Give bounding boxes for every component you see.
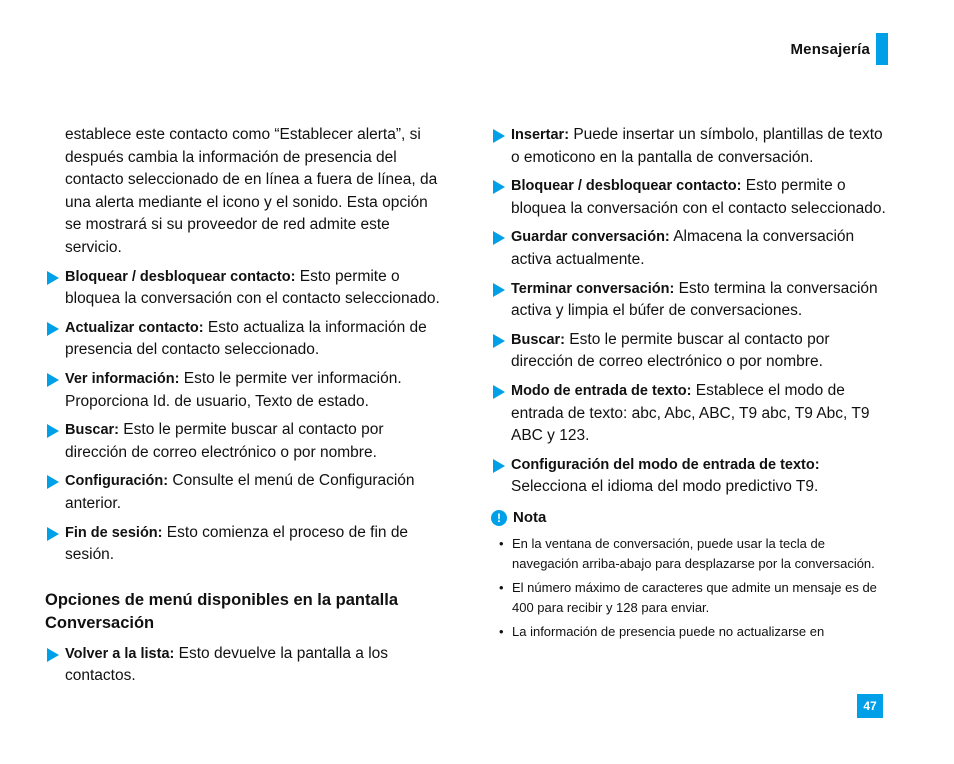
triangle-bullet-icon [493,385,505,399]
option-term: Guardar conversación: [511,229,670,246]
left-column [45,124,445,694]
option-text: Establece el modo de entrada de texto: abc, Abc, ABC, T9 abc, T9 Abc, T9 ABC y 123. [511,381,870,445]
option-text: Esto comienza el proceso de fin de sesión. [65,523,409,564]
option-text: Esto le permite buscar al contacto por dirección de correo electrónico o por nombre. [65,421,384,461]
page-number: 47 [857,694,883,718]
option-item [45,266,445,311]
note-item [491,578,891,619]
triangle-bullet-icon [47,271,59,285]
triangle-bullet-icon [47,527,59,541]
triangle-bullet-icon [493,459,505,473]
option-term: Volver a la lista: [65,645,175,662]
option-text: Consulte el menú de Configuración anterior. [65,472,415,512]
option-item [45,470,445,515]
option-term: Bloquear / desbloquear contacto: [65,268,296,285]
option-term: Ver información: [65,370,180,387]
option-text: Esto actualiza la información de presencia del contacto seleccionado. [65,318,427,359]
option-text: Puede insertar un símbolo, plantillas de texto o emoticono en la pantalla de conversación. [511,126,883,166]
right-column [491,124,891,645]
bullet-dot-icon: • [499,535,504,551]
note-item [491,534,891,575]
note-text: La información de presencia puede no actualizarse en [512,623,825,639]
option-term: Insertar: [511,127,570,143]
option-term: Buscar: [65,422,119,439]
option-term: Buscar: [511,331,565,348]
option-term: Actualizar contacto: [65,319,204,336]
option-item [491,278,891,323]
option-term: Modo de entrada de texto: [511,382,692,399]
option-text: Esto permite o bloquea la conversación con el contacto seleccionado. [511,177,886,217]
option-term: Configuración: [65,473,169,490]
option-item [491,380,891,448]
option-term: Fin de sesión: [65,524,163,541]
option-text: Esto devuelve la pantalla a los contactos. [65,644,389,685]
section-accent-bar [876,33,888,65]
triangle-bullet-icon [47,475,59,489]
triangle-bullet-icon [493,180,505,194]
note-text: El número máximo de caracteres que admite un mensaje es de 400 para recibir y 128 para enviar. [512,579,877,615]
option-text: Almacena la conversación activa actualmente. [511,228,855,268]
note-item [491,622,891,643]
option-item [491,329,891,374]
option-item [45,419,445,464]
triangle-bullet-icon [493,231,505,245]
section-title: Mensajería [790,40,870,58]
option-item [491,175,891,220]
intro-paragraph: establece este contacto como “Establecer alerta”, si después cambia la información de presencia del contacto seleccionado de en línea a fuera de línea, da una alerta mediante el icono y el sonido. Esta opción se mostrará si su proveedor de red admite este servicio. [65,126,438,256]
option-item [491,454,891,499]
bullet-dot-icon: • [499,623,504,639]
note-title: Nota [513,508,547,526]
triangle-bullet-icon [47,648,59,662]
note-header [491,507,891,530]
option-term: Terminar conversación: [511,280,675,297]
option-text: Selecciona el idioma del modo predictivo T9. [511,478,819,496]
option-item [45,643,445,688]
triangle-bullet-icon [493,283,505,297]
option-term: Bloquear / desbloquear contacto: [511,178,742,195]
option-item [491,124,891,169]
bullet-dot-icon: • [499,579,504,595]
triangle-bullet-icon [47,424,59,438]
triangle-bullet-icon [47,373,59,387]
option-term: Configuración del modo de entrada de texto: [511,456,820,473]
page-header [790,33,888,65]
subheading: Opciones de menú disponibles en la pantalla Conversación [45,590,398,632]
exclamation-icon: ! [491,510,507,526]
option-text: Esto permite o bloquea la conversación con el contacto seleccionado. [65,267,440,308]
triangle-bullet-icon [47,322,59,336]
option-item [45,317,445,362]
triangle-bullet-icon [493,129,505,143]
option-item [45,522,445,567]
triangle-bullet-icon [493,334,505,348]
option-text: Esto le permite buscar al contacto por dirección de correo electrónico o por nombre. [511,330,830,371]
option-text: Esto le permite ver información. Proporciona Id. de usuario, Texto de estado. [65,369,402,410]
option-item [45,368,445,413]
note-text: En la ventana de conversación, puede usar la tecla de navegación arriba-abajo para desplazarse por la conversación. [512,535,875,571]
option-item [491,226,891,271]
option-text: Esto termina la conversación activa y limpia el búfer de conversaciones. [511,279,878,320]
